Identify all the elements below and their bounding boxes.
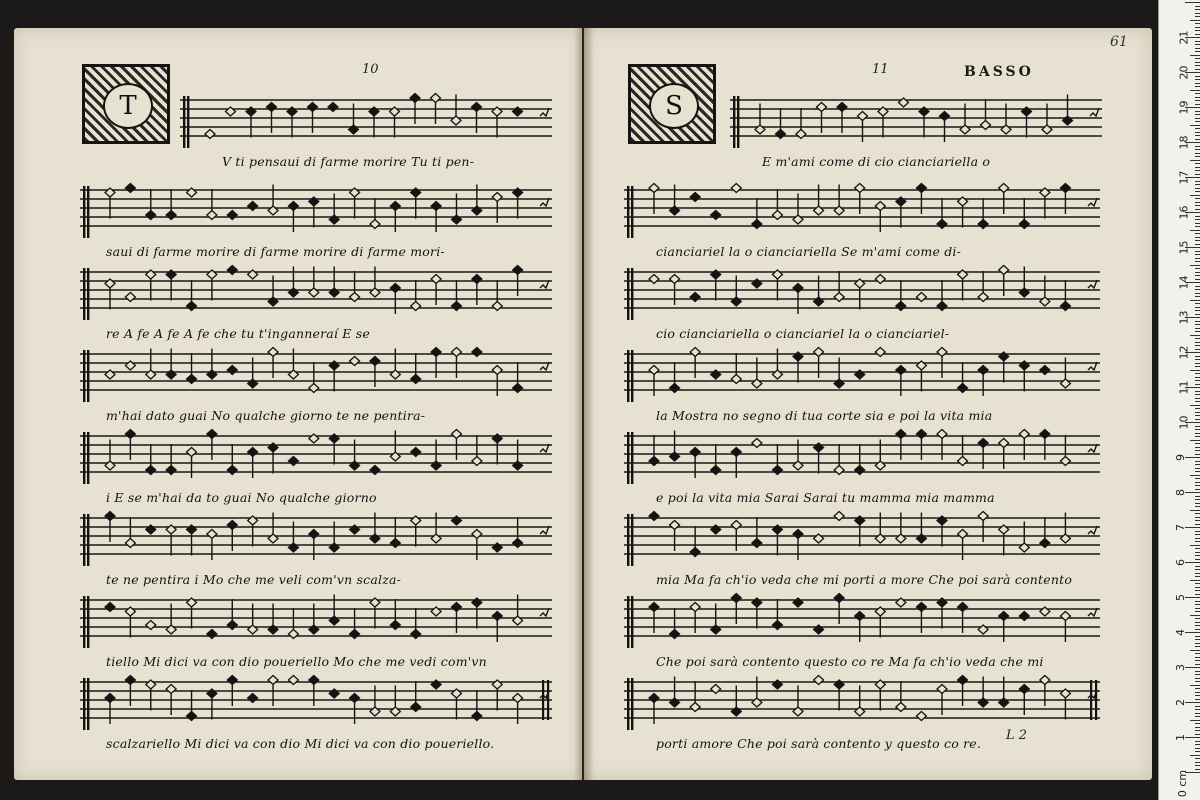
ruler-tick	[1195, 657, 1200, 658]
ruler-tick	[1195, 132, 1200, 133]
ruler-tick	[1195, 310, 1200, 311]
music-staff	[80, 342, 552, 406]
ruler-tick	[1195, 338, 1200, 339]
ruler-tick	[1190, 55, 1200, 56]
ruler-tick	[1195, 464, 1200, 465]
ruler-tick	[1195, 583, 1200, 584]
lyric-line: i E se m'hai da to guai No qualche giorno	[106, 490, 377, 505]
ruler-tick	[1195, 555, 1200, 556]
ruler-tick	[1195, 636, 1200, 637]
ruler-tick	[1195, 674, 1200, 675]
ruler-tick	[1195, 356, 1200, 357]
ruler-tick	[1195, 443, 1200, 444]
ruler-mark: 11	[1177, 380, 1191, 395]
ruler-tick	[1195, 223, 1200, 224]
ruler-tick	[1195, 303, 1200, 304]
ruler-mark: 7	[1174, 524, 1187, 531]
ruler-tick	[1195, 209, 1200, 210]
music-staff	[80, 506, 552, 570]
lyric-line: cianciariel la o cianciariella Se m'ami come di-	[656, 244, 962, 259]
ruler-tick	[1190, 125, 1200, 126]
ruler-tick	[1195, 9, 1200, 10]
ruler-tick	[1195, 660, 1200, 661]
ruler-tick	[1195, 692, 1200, 693]
ruler-tick	[1195, 569, 1200, 570]
ruler-tick	[1195, 83, 1200, 84]
ruler-tick	[1195, 576, 1200, 577]
ruler-tick	[1190, 440, 1200, 441]
lyric-line: mia Ma fa ch'io veda che mi porti a more Che poi sarà contento	[656, 572, 1073, 587]
page-number: 11	[872, 62, 889, 77]
lyric-line: tiello Mi dici va con dio poueriello Mo che me vedi com'vn	[106, 654, 487, 669]
ruler-tick	[1195, 408, 1200, 409]
ruler-tick	[1190, 230, 1200, 231]
music-staff	[80, 424, 552, 488]
ruler-tick	[1195, 244, 1200, 245]
ruler-tick	[1195, 485, 1200, 486]
ruler-tick	[1195, 765, 1200, 766]
ruler-tick	[1195, 146, 1200, 147]
ruler-tick	[1195, 517, 1200, 518]
ruler-tick	[1195, 433, 1200, 434]
ruler-tick	[1195, 345, 1200, 346]
ruler-tick	[1195, 34, 1200, 35]
ruler-tick	[1195, 450, 1200, 451]
lyric-line: scalzariello Mi dici va con dio Mi dici va con dio poueriello.	[106, 736, 495, 751]
ruler-tick	[1190, 300, 1200, 301]
ruler-tick	[1195, 216, 1200, 217]
ruler-tick	[1195, 307, 1200, 308]
ruler-tick	[1195, 268, 1200, 269]
ruler-tick	[1190, 405, 1200, 406]
ruler-tick	[1195, 380, 1200, 381]
ruler-tick	[1195, 27, 1200, 28]
ruler-tick	[1190, 20, 1200, 21]
lyric-line: cio cianciariella o cianciariel la o cianciariel-	[656, 326, 950, 341]
ruler-tick	[1195, 716, 1200, 717]
ruler-tick	[1195, 699, 1200, 700]
ruler-tick	[1195, 170, 1200, 171]
ruler-mark: 20	[1177, 65, 1191, 80]
ruler-tick	[1195, 226, 1200, 227]
ruler-tick	[1195, 93, 1200, 94]
ruler-tick	[1195, 258, 1200, 259]
ruler-mark: 15	[1177, 240, 1191, 255]
ruler-tick	[1195, 706, 1200, 707]
open-book	[14, 28, 1152, 780]
ruler-tick	[1195, 419, 1200, 420]
ruler-tick	[1195, 520, 1200, 521]
ruler-tick	[1195, 76, 1200, 77]
ruler-tick	[1190, 90, 1200, 91]
ruler-tick	[1195, 48, 1200, 49]
ruler-tick	[1190, 545, 1200, 546]
ruler-tick	[1195, 184, 1200, 185]
ruler-tick	[1195, 118, 1200, 119]
ruler-tick	[1195, 139, 1200, 140]
ruler-tick	[1190, 580, 1200, 581]
lyric-line: V ti pensaui di farme morire Tu ti pen-	[222, 154, 475, 169]
music-staff	[730, 88, 1102, 152]
lyric-line: Che poi sarà contento questo co re Ma fa ch'io veda che mi	[656, 654, 1044, 669]
ruler-tick	[1185, 562, 1200, 563]
ruler-tick	[1195, 548, 1200, 549]
ruler-tick	[1195, 482, 1200, 483]
ruler-tick	[1195, 62, 1200, 63]
ruler-tick	[1195, 359, 1200, 360]
ruler-tick	[1185, 492, 1200, 493]
ruler-tick	[1195, 538, 1200, 539]
ruler-tick	[1195, 426, 1200, 427]
ruler-tick	[1195, 566, 1200, 567]
ruler-tick	[1195, 97, 1200, 98]
ruler-tick	[1195, 646, 1200, 647]
ruler-tick	[1195, 181, 1200, 182]
music-staff	[80, 588, 552, 652]
ruler-tick	[1195, 639, 1200, 640]
lyric-line: E m'ami come di cio cianciariella o	[762, 154, 991, 169]
music-staff	[624, 588, 1100, 652]
ruler-tick	[1195, 296, 1200, 297]
decorated-initial-t	[82, 64, 170, 144]
lyric-line: te ne pentira i Mo che me veli com'vn scalza-	[106, 572, 402, 587]
ruler-tick	[1190, 650, 1200, 651]
ruler-tick	[1195, 601, 1200, 602]
ruler-tick	[1195, 769, 1200, 770]
ruler-tick	[1195, 384, 1200, 385]
ruler-tick	[1195, 377, 1200, 378]
ruler-tick	[1195, 167, 1200, 168]
ruler-tick	[1195, 286, 1200, 287]
ruler-tick	[1195, 688, 1200, 689]
ruler-tick	[1195, 468, 1200, 469]
signature-mark: L 2	[1006, 728, 1028, 743]
ruler-tick	[1195, 188, 1200, 189]
ruler-tick	[1195, 447, 1200, 448]
ruler-tick	[1195, 604, 1200, 605]
ruler-tick	[1195, 461, 1200, 462]
lyric-line: e poi la vita mia Sarai Sarai tu mamma mia mamma	[656, 490, 995, 505]
ruler-tick	[1195, 664, 1200, 665]
ruler-tick	[1185, 597, 1200, 598]
ruler-mark: 18	[1177, 135, 1191, 150]
ruler-tick	[1195, 293, 1200, 294]
ruler-tick	[1195, 751, 1200, 752]
ruler-tick	[1195, 559, 1200, 560]
ruler-tick	[1195, 744, 1200, 745]
left-page	[14, 28, 582, 780]
ruler-tick	[1195, 44, 1200, 45]
ruler-tick	[1195, 723, 1200, 724]
ruler-tick	[1195, 79, 1200, 80]
ruler-tick	[1195, 233, 1200, 234]
ruler-tick	[1195, 51, 1200, 52]
ruler-tick	[1195, 496, 1200, 497]
ruler-tick	[1195, 573, 1200, 574]
ruler-tick	[1195, 219, 1200, 220]
ruler-tick	[1195, 251, 1200, 252]
ruler-tick	[1195, 121, 1200, 122]
ruler-tick	[1195, 6, 1200, 7]
ruler-tick	[1195, 363, 1200, 364]
ruler-tick	[1190, 685, 1200, 686]
ruler-tick	[1195, 552, 1200, 553]
ruler-mark: 17	[1177, 170, 1191, 185]
ruler-mark: 14	[1177, 275, 1191, 290]
ruler-mark: 13	[1177, 310, 1191, 325]
ruler-tick	[1195, 30, 1200, 31]
ruler-tick	[1195, 671, 1200, 672]
ruler-tick	[1195, 65, 1200, 66]
ruler-tick	[1195, 534, 1200, 535]
ruler-tick	[1195, 128, 1200, 129]
ruler-tick	[1185, 702, 1200, 703]
lyric-line: m'hai dato guai No qualche giorno te ne pentira-	[106, 408, 426, 423]
right-page	[584, 28, 1152, 780]
ruler-tick	[1195, 587, 1200, 588]
ruler-tick	[1195, 524, 1200, 525]
ruler-mark: 16	[1177, 205, 1191, 220]
ruler-tick	[1195, 629, 1200, 630]
ruler-tick	[1195, 198, 1200, 199]
ruler-tick	[1195, 594, 1200, 595]
ruler-tick	[1195, 681, 1200, 682]
ruler-tick	[1195, 513, 1200, 514]
ruler-tick	[1195, 398, 1200, 399]
ruler-tick	[1195, 471, 1200, 472]
ruler-tick	[1195, 695, 1200, 696]
ruler-tick	[1195, 499, 1200, 500]
ruler-mark: 12	[1177, 345, 1191, 360]
ruler-tick	[1195, 100, 1200, 101]
ruler-tick	[1195, 58, 1200, 59]
ruler-tick	[1195, 618, 1200, 619]
ruler-tick	[1195, 16, 1200, 17]
ruler-tick	[1195, 762, 1200, 763]
ruler-tick	[1195, 289, 1200, 290]
lyric-line: re A fe A fe A fe che tu t'inganneraí E se	[106, 326, 370, 341]
ruler-tick	[1190, 195, 1200, 196]
ruler-tick	[1195, 394, 1200, 395]
music-staff	[624, 424, 1100, 488]
music-staff	[624, 506, 1100, 570]
ruler-tick	[1185, 527, 1200, 528]
ruler-mark: 8	[1174, 489, 1187, 496]
ruler-tick	[1195, 41, 1200, 42]
ruler-tick	[1185, 632, 1200, 633]
ruler-tick	[1195, 608, 1200, 609]
ruler-tick	[1190, 720, 1200, 721]
ruler-tick	[1195, 191, 1200, 192]
ruler-tick	[1195, 436, 1200, 437]
ruler-tick	[1195, 678, 1200, 679]
ruler-tick	[1195, 643, 1200, 644]
folio-number: 61	[1110, 34, 1128, 50]
initial-letter: S	[649, 83, 699, 129]
music-staff	[624, 178, 1100, 242]
ruler-tick	[1195, 478, 1200, 479]
ruler-tick	[1190, 160, 1200, 161]
lyric-line: la Mostra no segno di tua corte sia e poi la vita mia	[656, 408, 993, 423]
music-staff	[624, 342, 1100, 406]
music-staff	[80, 260, 552, 324]
ruler-tick	[1195, 156, 1200, 157]
ruler-tick	[1195, 625, 1200, 626]
music-staff	[624, 670, 1100, 734]
ruler-tick	[1195, 86, 1200, 87]
ruler-tick	[1195, 730, 1200, 731]
ruler-mark: 6	[1174, 559, 1187, 566]
ruler-tick	[1195, 149, 1200, 150]
ruler-tick	[1195, 758, 1200, 759]
ruler-tick	[1195, 163, 1200, 164]
ruler-tick	[1195, 272, 1200, 273]
music-staff	[80, 178, 552, 242]
ruler-tick	[1195, 412, 1200, 413]
ruler-tick	[1195, 391, 1200, 392]
ruler-tick	[1195, 734, 1200, 735]
ruler-tick	[1195, 254, 1200, 255]
lyric-line: porti amore Che poi sarà contento y questo co re.	[656, 736, 982, 751]
ruler-tick	[1195, 727, 1200, 728]
ruler-tick	[1195, 713, 1200, 714]
ruler-tick	[1195, 506, 1200, 507]
ruler-tick	[1190, 265, 1200, 266]
ruler-tick	[1195, 429, 1200, 430]
ruler-tick	[1195, 653, 1200, 654]
ruler-tick	[1195, 611, 1200, 612]
ruler-mark: 1	[1174, 734, 1187, 741]
ruler-tick	[1195, 237, 1200, 238]
ruler-tick	[1195, 489, 1200, 490]
ruler-mark: 19	[1177, 100, 1191, 115]
initial-letter: T	[103, 83, 153, 129]
ruler-tick	[1185, 457, 1200, 458]
ruler-tick	[1190, 370, 1200, 371]
ruler-tick	[1195, 202, 1200, 203]
lyric-line: saui di farme morire di farme morire di farme mori-	[106, 244, 445, 259]
ruler-tick	[1195, 531, 1200, 532]
ruler-tick	[1195, 590, 1200, 591]
ruler-tick	[1195, 401, 1200, 402]
measurement-ruler	[1158, 0, 1200, 800]
ruler-tick	[1195, 279, 1200, 280]
decorated-initial-s	[628, 64, 716, 144]
ruler-tick	[1195, 503, 1200, 504]
music-staff	[624, 260, 1100, 324]
page-number: 10	[362, 62, 379, 77]
ruler-tick	[1190, 755, 1200, 756]
ruler-tick	[1195, 240, 1200, 241]
ruler-tick	[1195, 135, 1200, 136]
voice-part-header: BASSO	[964, 64, 1034, 80]
ruler-tick	[1195, 324, 1200, 325]
ruler-tick	[1195, 205, 1200, 206]
ruler-tick	[1195, 349, 1200, 350]
ruler-tick	[1195, 261, 1200, 262]
ruler-tick	[1195, 331, 1200, 332]
ruler-tick	[1195, 114, 1200, 115]
ruler-tick	[1185, 2, 1200, 3]
ruler-tick	[1195, 275, 1200, 276]
ruler-mark: 5	[1174, 594, 1187, 601]
ruler-tick	[1195, 321, 1200, 322]
ruler-tick	[1195, 454, 1200, 455]
ruler-tick	[1195, 373, 1200, 374]
music-staff	[80, 670, 552, 734]
ruler-tick	[1195, 23, 1200, 24]
ruler-tick	[1195, 415, 1200, 416]
ruler-mark: 9	[1174, 454, 1187, 461]
ruler-tick	[1185, 737, 1200, 738]
ruler-tick	[1190, 615, 1200, 616]
ruler-tick	[1195, 13, 1200, 14]
ruler-tick	[1195, 366, 1200, 367]
music-staff	[180, 88, 552, 152]
ruler-tick	[1185, 667, 1200, 668]
ruler-mark: 4	[1174, 629, 1187, 636]
ruler-tick	[1190, 335, 1200, 336]
ruler-tick	[1195, 174, 1200, 175]
ruler-tick	[1195, 328, 1200, 329]
ruler-mark: 10	[1177, 415, 1191, 430]
ruler-tick	[1195, 153, 1200, 154]
ruler-tick	[1190, 475, 1200, 476]
ruler-tick	[1190, 510, 1200, 511]
ruler-tick	[1195, 314, 1200, 315]
ruler-tick	[1195, 69, 1200, 70]
ruler-tick	[1195, 709, 1200, 710]
ruler-mark: 3	[1174, 664, 1187, 671]
ruler-tick	[1195, 104, 1200, 105]
ruler-mark: 21	[1177, 30, 1191, 45]
ruler-unit: 0 cm	[1176, 769, 1190, 798]
ruler-tick	[1195, 541, 1200, 542]
ruler-tick	[1195, 748, 1200, 749]
ruler-mark: 2	[1174, 699, 1187, 706]
ruler-tick	[1195, 111, 1200, 112]
ruler-tick	[1195, 741, 1200, 742]
ruler-tick	[1195, 622, 1200, 623]
ruler-tick	[1195, 342, 1200, 343]
